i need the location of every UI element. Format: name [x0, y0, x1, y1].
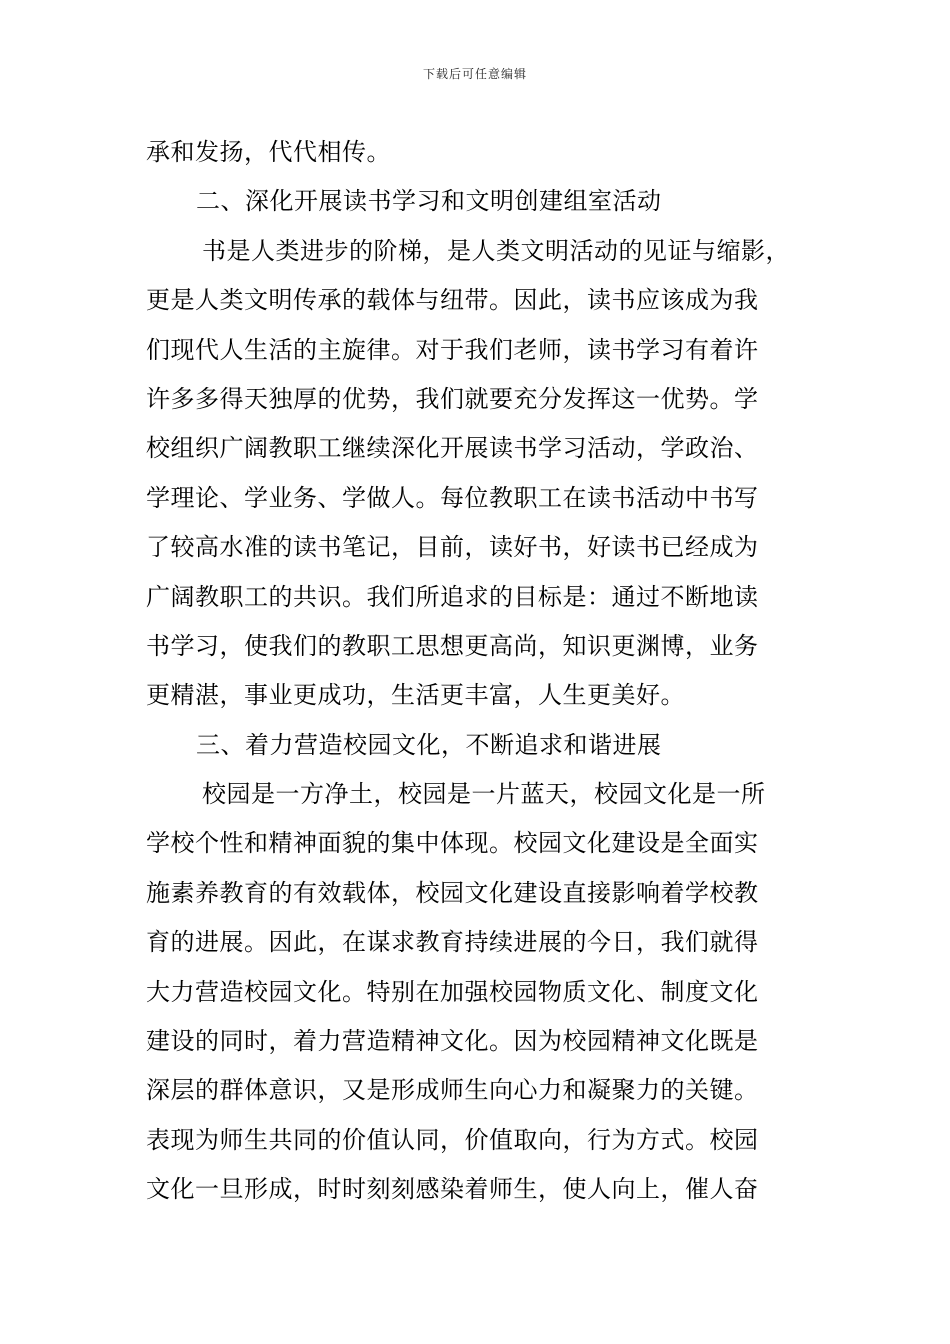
text-line: 了较高水准的读书笔记，目前，读好书，好读书已经成为: [146, 533, 759, 562]
text-line: 施素养教育的有效载体，校园文化建设直接影响着学校教: [146, 878, 759, 907]
text-line: 深层的群体意识，又是形成师生向心力和凝聚力的关键。: [146, 1076, 759, 1105]
text-line: 更是人类文明传承的载体与纽带。因此，读书应该成为我: [146, 286, 759, 315]
text-line: 表现为师生共同的价值认同，价值取向，行为方式。校园: [146, 1125, 759, 1154]
text-line: 学校个性和精神面貌的集中体现。校园文化建设是全面实: [146, 829, 759, 858]
text-line: 许多多得天独厚的优势，我们就要充分发挥这一优势。学: [146, 384, 759, 413]
text-line: 建设的同时，着力营造精神文化。因为校园精神文化既是: [146, 1027, 759, 1056]
body-text: [146, 128, 826, 1215]
page-header: 下载后可任意编辑: [422, 67, 527, 81]
text-line: 校组织广阔教职工继续深化开展读书学习活动，学政治、: [146, 434, 759, 463]
text-line: 学理论、学业务、学做人。每位教职工在读书活动中书写: [146, 483, 759, 512]
text-line: 承和发扬，代代相传。: [146, 138, 391, 166]
text-line: 校园是一方净土，校园是一片蓝天，校园文化是一所: [202, 780, 766, 809]
text-line: 更精湛，事业更成功，生活更丰富，人生更美好。: [146, 681, 685, 710]
section-heading-2: 二、深化开展读书学习和文明创建组室活动: [196, 187, 662, 216]
text-line: 文化一旦形成，时时刻刻感染着师生，使人向上，催人奋: [146, 1175, 759, 1204]
text-line: 广阔教职工的共识。我们所追求的目标是：通过不断地读: [146, 582, 759, 611]
section-heading-3: 三、着力营造校园文化，不断追求和谐进展: [196, 730, 662, 759]
text-line: 育的进展。因此，在谋求教育持续进展的今日，我们就得: [146, 928, 759, 957]
text-line: 书学习，使我们的教职工思想更高尚，知识更渊博，业务: [146, 631, 759, 660]
text-line: 大力营造校园文化。特别在加强校园物质文化、制度文化: [146, 977, 759, 1006]
text-line: 书是人类进步的阶梯，是人类文明活动的见证与缩影，: [202, 236, 790, 265]
text-line: 们现代人生活的主旋律。对于我们老师，读书学习有着许: [146, 335, 759, 364]
